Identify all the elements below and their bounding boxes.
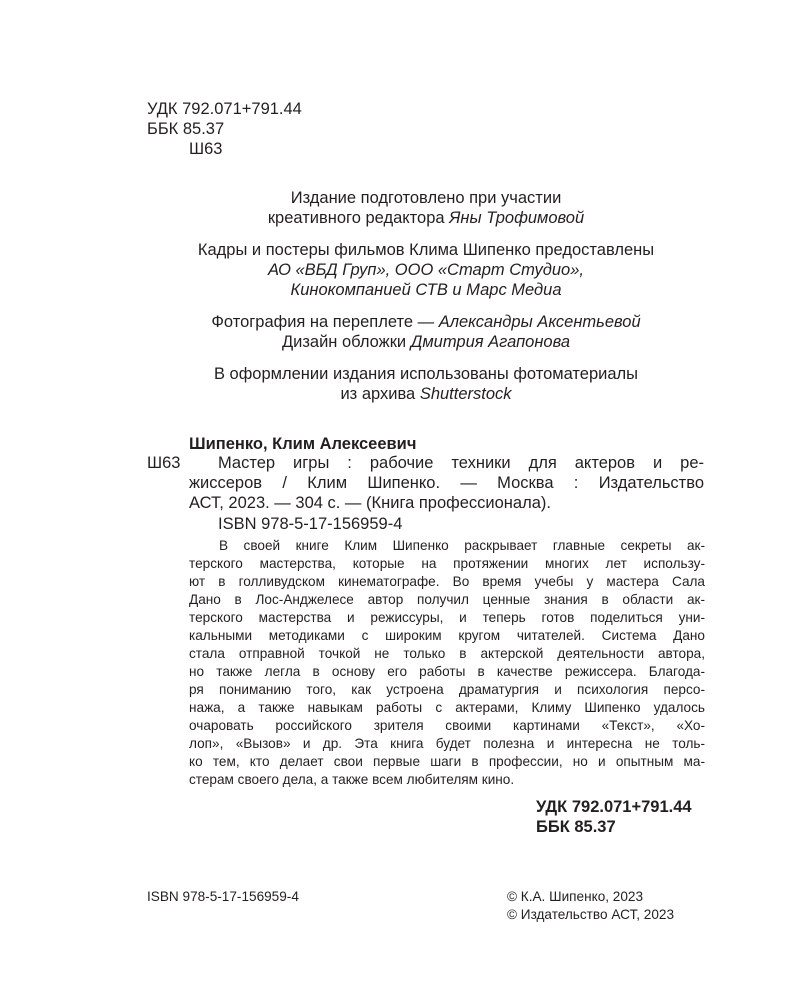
stills-line-2: АО «ВБД Груп», ООО «Старт Студио», xyxy=(267,261,584,279)
photo-materials-line-1: В оформлении издания использованы фотоматериалы xyxy=(213,365,639,383)
catalog-author-heading: Шипенко, Клим Алексеевич xyxy=(189,435,417,453)
abstract-line: кальными методиками с широким кругом читателей. Система Дано xyxy=(189,628,705,643)
photographer-name: Александры Аксентьевой xyxy=(438,313,641,331)
abstract-line: ко тем, кто делает свои первые шаги в профессии, но и опытным ма- xyxy=(189,754,705,769)
abstract-line: ют в голливудском кинематографе. Во время учебы у мастера Сала xyxy=(189,574,705,589)
cover-design-credit xyxy=(0,332,800,353)
cover-design-prefix: Дизайн обложки xyxy=(281,333,411,351)
abstract-line: очаровать российского зрителя своими картинами «Текст», «Хо- xyxy=(189,718,705,733)
designer-name: Дмитрия Агапонова xyxy=(410,333,571,351)
prepared-prefix: креативного редактора xyxy=(267,209,450,227)
prepared-line-2 xyxy=(0,208,800,229)
photo-materials-prefix: из архива xyxy=(340,385,420,403)
abstract-line: терского мастерства, которые на протяжении многих лет использу- xyxy=(189,556,705,571)
binding-photo-credit xyxy=(0,312,800,333)
description-line: Мастер игры : рабочие техники для актеров и ре- xyxy=(218,454,704,472)
abstract-line: но также легла в основу его работы в качестве режиссера. Благода- xyxy=(189,664,705,679)
description-line: жиссеров / Клим Шипенко. — Москва : Издательство xyxy=(189,474,704,492)
catalog-bbk: ББК 85.37 xyxy=(536,818,616,836)
catalog-mark: Ш63 xyxy=(147,454,181,472)
abstract-line: стала отправной точкой не только в актерской деятельности автора, xyxy=(189,646,705,661)
stills-line-1: Кадры и постеры фильмов Клима Шипенко предоставлены xyxy=(197,241,655,259)
prepared-line-1: Издание подготовлено при участии xyxy=(290,189,562,207)
bbk-code: ББК 85.37 xyxy=(147,120,225,138)
description-line: АСТ, 2023. — 304 с. — (Книга профессионала). xyxy=(189,494,551,512)
copyright-author: © К.А. Шипенко, 2023 xyxy=(507,889,644,904)
abstract-line: В своей книге Клим Шипенко раскрывает главные секреты ак- xyxy=(219,538,705,553)
copyright-publisher: © Издательство АСТ, 2023 xyxy=(507,907,675,922)
editor-name: Яны Трофимовой xyxy=(449,209,585,227)
abstract-line: терского мастерства и режиссуры, и теперь готов поделиться уни- xyxy=(189,610,705,625)
catalog-udk: УДК 792.071+791.44 xyxy=(536,798,692,816)
photo-source: Shutterstock xyxy=(419,385,512,403)
photo-materials-line-2 xyxy=(0,384,800,405)
footer-isbn: ISBN 978-5-17-156959-4 xyxy=(147,889,299,904)
abstract-line: лоп», «Вызов» и др. Эта книга будет полезна и интересна не толь- xyxy=(189,736,705,751)
abstract-line: стерам своего дела, а также всем любителям кино. xyxy=(189,772,515,787)
abstract-line: нажа, а также навыкам работы с актерами, Климу Шипенко удалось xyxy=(189,700,705,715)
catalog-isbn: ISBN 978-5-17-156959-4 xyxy=(218,515,403,533)
abstract-line: Дано в Лос-Анджелесе автор получил ценные знания в области ак- xyxy=(189,592,705,607)
stills-line-3: Кинокомпанией СТВ и Марс Медиа xyxy=(290,281,562,299)
udk-code: УДК 792.071+791.44 xyxy=(147,100,302,118)
author-mark: Ш63 xyxy=(189,140,223,158)
binding-photo-prefix: Фотография на переплете — xyxy=(211,313,439,331)
abstract-line: ря пониманию того, как устроена драматургия и психология персо- xyxy=(189,682,705,697)
